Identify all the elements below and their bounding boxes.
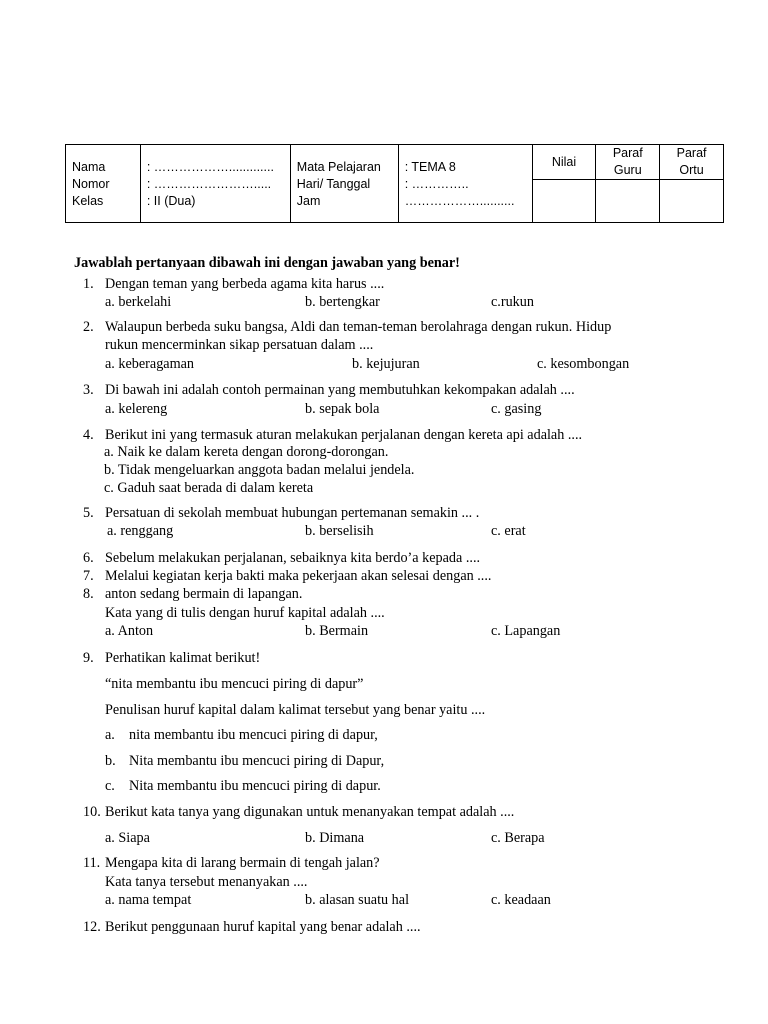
q6-number: 6. [83, 550, 94, 566]
kelas-value: : II (Dua) [146, 194, 196, 208]
q11-option-b: b. alasan suatu hal [305, 892, 410, 908]
q2-option-b: b. kejujuran [352, 356, 420, 372]
instruction: Jawablah pertanyaan dibawah ini dengan jawaban yang benar! [74, 255, 460, 271]
kelas-label: Kelas [72, 194, 104, 208]
q5-text: Persatuan di sekolah membuat hubungan pertemanan semakin ... . [105, 505, 480, 521]
q11-option-a: a. nama tempat [105, 892, 192, 908]
q10-option-b: b. Dimana [305, 830, 365, 846]
q8-option-c: c. Lapangan [491, 623, 561, 639]
q10-option-c: c. Berapa [491, 830, 545, 846]
q10-number: 10. [83, 804, 101, 820]
q2-text-line2: rukun mencerminkan sikap persatuan dalam .... [105, 337, 374, 353]
paraf-guru-line2: Guru [613, 163, 642, 177]
q9-option-a-letter: a. [105, 727, 115, 743]
q8-text-line1: anton sedang bermain di lapangan. [105, 586, 303, 602]
q10-option-a: a. Siapa [105, 830, 150, 846]
q8-text-line2: Kata yang di tulis dengan huruf kapital adalah .... [105, 605, 385, 621]
nama-label: Nama [72, 160, 106, 174]
q3-text: Di bawah ini adalah contoh permainan yang membutuhkan kekompakan adalah .... [105, 382, 575, 398]
paraf-guru-line1: Paraf [612, 146, 643, 160]
q3-option-a: a. kelereng [105, 401, 168, 417]
q11-text-line2: Kata tanya tersebut menanyakan .... [105, 874, 308, 890]
q4-number: 4. [83, 427, 94, 443]
q9-option-b: Nita membantu ibu mencuci piring di Dapur, [129, 753, 385, 769]
q2-text-line1: Walaupun berbeda suku bangsa, Aldi dan teman-teman berolahraga dengan rukun. Hidup [105, 319, 612, 335]
q4-option-a: a. Naik ke dalam kereta dengan dorong-dorongan. [104, 444, 389, 460]
q3-option-c: c. gasing [491, 401, 542, 417]
q9-text: Perhatikan kalimat berikut! [105, 650, 261, 666]
q2-number: 2. [83, 319, 94, 335]
q11-text-line1: Mengapa kita di larang bermain di tengah jalan? [105, 855, 380, 871]
q9-option-b-letter: b. [105, 753, 116, 769]
hari-tanggal-label: Hari/ Tanggal [296, 177, 371, 191]
nomor-value: : ……………………..... [146, 177, 272, 191]
q4-option-b: b. Tidak mengeluarkan anggota badan melalui jendela. [104, 462, 415, 478]
q11-number: 11. [83, 855, 101, 871]
tanggal-value: : ………….. [404, 177, 469, 191]
q1-option-a: a. berkelahi [105, 294, 172, 310]
q2-option-a: a. keberagaman [105, 356, 195, 372]
q2-option-c: c. kesombongan [537, 356, 630, 372]
q12-text: Berikut penggunaan huruf kapital yang benar adalah .... [105, 919, 421, 935]
q5-number: 5. [83, 505, 94, 521]
q6-text: Sebelum melakukan perjalanan, sebaiknya kita berdo’a kepada .... [105, 550, 481, 566]
q1-text: Dengan teman yang berbeda agama kita harus .... [105, 276, 385, 292]
q8-option-a: a. Anton [105, 623, 154, 639]
q8-number: 8. [83, 586, 94, 602]
q1-option-b: b. bertengkar [305, 294, 380, 310]
q4-option-c: c. Gaduh saat berada di dalam kereta [104, 480, 314, 496]
q1-option-c: c.rukun [491, 294, 534, 310]
q9-number: 9. [83, 650, 94, 666]
q12-number: 12. [83, 919, 101, 935]
jam-value: ……………….......... [404, 194, 515, 208]
nilai-label: Nilai [551, 154, 577, 169]
q10-text: Berikut kata tanya yang digunakan untuk menanyakan tempat adalah .... [105, 804, 515, 820]
mata-pelajaran-label: Mata Pelajaran [296, 160, 381, 174]
q1-number: 1. [83, 276, 94, 292]
q9-option-a: nita membantu ibu mencuci piring di dapur, [129, 727, 378, 743]
q5-option-c: c. erat [491, 523, 526, 539]
q9-option-c: Nita membantu ibu mencuci piring di dapur. [129, 778, 381, 794]
q9-quote: “nita membantu ibu mencuci piring di dapur” [105, 676, 364, 692]
nama-value: : ………………............. [146, 160, 274, 174]
q3-number: 3. [83, 382, 94, 398]
q4-text: Berikut ini yang termasuk aturan melakukan perjalanan dengan kereta api adalah .... [105, 427, 583, 443]
tema-value: : TEMA 8 [404, 160, 456, 174]
q9-option-c-letter: c. [105, 778, 115, 794]
q5-option-b: b. berselisih [305, 523, 374, 539]
q8-option-b: b. Bermain [305, 623, 369, 639]
jam-label: Jam [296, 194, 321, 208]
paraf-ortu-line1: Paraf [676, 146, 707, 160]
q5-option-a: a. renggang [107, 523, 174, 539]
q7-number: 7. [83, 568, 94, 584]
nomor-label: Nomor [72, 177, 110, 191]
q9-prompt: Penulisan huruf kapital dalam kalimat tersebut yang benar yaitu .... [105, 702, 486, 718]
q7-text: Melalui kegiatan kerja bakti maka pekerjaan akan selesai dengan .... [105, 568, 492, 584]
paraf-ortu-line2: Ortu [679, 163, 704, 177]
q11-option-c: c. keadaan [491, 892, 551, 908]
q3-option-b: b. sepak bola [305, 401, 380, 417]
